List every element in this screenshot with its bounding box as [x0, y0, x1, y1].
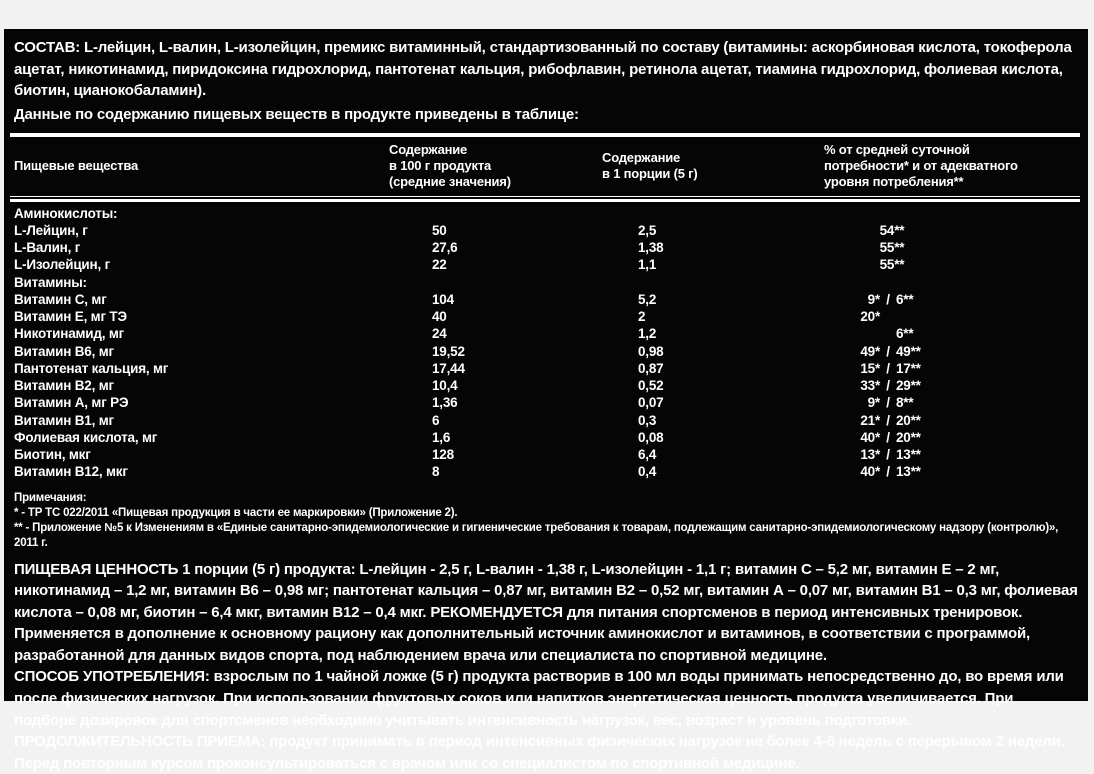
- table-row: [14, 205, 1080, 222]
- percent-slash: /: [880, 360, 896, 377]
- row-label: Витамин В12, мкг: [14, 463, 389, 480]
- value-per-100g: 1,6: [389, 429, 602, 446]
- paragraph-nutrition-value: ПИЩЕВАЯ ЦЕННОСТЬ 1 порции (5 г) продукта: L-лейцин - 2,5 г, L-валин - 1,38 г, L-изолейцин - 1,1 г; витамин С – 5,2 мг, витамин Е – 2 мг, никотинамид – 1,2 мг, витамин В6 – 0,98 мг; пантотенат кальция – 0,87 мг, витамин В2 – 0,52 мг, витамин А – 0,07 мг, витамин В1 – 0,3 мг, фолиевая кислота – 0,08 мг, биотин – 6,4 мкг, витамин В12 – 0,4 мкг. РЕКОМЕНДУЕТСЯ для питания спортсменов в период интенсивных тренировок. Применяется в дополнение к основному рациону как дополнительный источник аминокислот и витаминов, в соответствии с программой, разработанной для данных видов спорта, под наблюдением врача или специалиста по спортивной медицине.: [14, 559, 1078, 667]
- percent-adequate-level: [896, 308, 960, 325]
- value-daily-percent: [824, 446, 1080, 463]
- row-label: Витамин В1, мг: [14, 412, 389, 429]
- nutrients-table-body: [10, 205, 1080, 481]
- percent-adequate-level: 20**: [896, 429, 960, 446]
- percent-slash: /: [880, 343, 896, 360]
- row-label: Витамин В2, мг: [14, 377, 389, 394]
- value-per-100g: 19,52: [389, 343, 602, 360]
- value-daily-percent: [824, 377, 1080, 394]
- percent-daily-need: 15*: [824, 360, 880, 377]
- row-label: Витамин С, мг: [14, 291, 389, 308]
- section-label: Аминокислоты:: [14, 205, 1080, 222]
- percent-centered: 55**: [824, 239, 960, 256]
- notes-block: [14, 491, 1078, 551]
- percent-slash: /: [880, 463, 896, 480]
- value-daily-percent: [824, 429, 1080, 446]
- value-per-100g: 40: [389, 308, 602, 325]
- value-per-100g: 10,4: [389, 377, 602, 394]
- value-per-serving: 0,07: [602, 394, 824, 411]
- value-per-serving: 1,2: [602, 325, 824, 342]
- value-per-100g: 22: [389, 256, 602, 273]
- percent-daily-need: 13*: [824, 446, 880, 463]
- note-item: * - ТР ТС 022/2011 «Пищевая продукция в части ее маркировки» (Приложение 2).: [14, 506, 1078, 521]
- value-per-serving: 5,2: [602, 291, 824, 308]
- percent-adequate-level: 6**: [896, 291, 960, 308]
- percent-adequate-level: 29**: [896, 377, 960, 394]
- percent-daily-need: 40*: [824, 429, 880, 446]
- percent-slash: /: [880, 429, 896, 446]
- percent-adequate-level: 17**: [896, 360, 960, 377]
- section-label: Витамины:: [14, 274, 1080, 291]
- percent-slash: /: [880, 394, 896, 411]
- table-row: [14, 222, 1080, 239]
- value-per-serving: 1,1: [602, 256, 824, 273]
- header-per-100g: Содержание в 100 г продукта (средние значения): [389, 142, 602, 190]
- value-per-serving: 2: [602, 308, 824, 325]
- paragraph-usage: СПОСОБ УПОТРЕБЛЕНИЯ: взрослым по 1 чайной ложке (5 г) продукта растворив в 100 мл воды принимать непосредственно до, во время или после физических нагрузок. При использовании фруктовых соков или напитков энергетическая ценность продукта увеличивается. При подборе дозировок для спортсменов необходимо учитывать интенсивность нагрузок, вес, возраст и уровень подготовки.: [14, 666, 1078, 731]
- percent-adequate-level: 20**: [896, 412, 960, 429]
- value-per-serving: 0,08: [602, 429, 824, 446]
- header-per-serving: Содержание в 1 порции (5 г): [602, 150, 824, 182]
- row-label: Пантотенат кальция, мг: [14, 360, 389, 377]
- value-per-100g: 128: [389, 446, 602, 463]
- percent-daily-need: 21*: [824, 412, 880, 429]
- value-daily-percent: [824, 291, 1080, 308]
- percent-slash: /: [880, 446, 896, 463]
- value-per-100g: 8: [389, 463, 602, 480]
- value-daily-percent: [824, 239, 1080, 256]
- value-daily-percent: [824, 308, 1080, 325]
- row-label: Витамин Е, мг ТЭ: [14, 308, 389, 325]
- percent-daily-need: 9*: [824, 291, 880, 308]
- note-item: ** - Приложение №5 к Изменениям в «Единые санитарно-эпидемиологические и гигиенические требования к товарам, подлежащим санитарно-эпидемиологическому надзору (контролю)», 2011 г.: [14, 521, 1078, 551]
- table-row: [14, 343, 1080, 360]
- percent-daily-need: 33*: [824, 377, 880, 394]
- value-daily-percent: [824, 360, 1080, 377]
- row-label: Никотинамид, мг: [14, 325, 389, 342]
- table-row: [14, 256, 1080, 273]
- table-row: [14, 291, 1080, 308]
- table-row: [14, 274, 1080, 291]
- row-label: L-Валин, г: [14, 239, 389, 256]
- value-daily-percent: [824, 325, 1080, 342]
- row-label: L-Изолейцин, г: [14, 256, 389, 273]
- nutrients-table: [10, 133, 1080, 481]
- row-label: Фолиевая кислота, мг: [14, 429, 389, 446]
- table-row: [14, 412, 1080, 429]
- value-per-serving: 1,38: [602, 239, 824, 256]
- value-daily-percent: [824, 394, 1080, 411]
- row-label: Витамин В6, мг: [14, 343, 389, 360]
- table-row: [14, 394, 1080, 411]
- value-daily-percent: [824, 412, 1080, 429]
- header-divider: [10, 196, 1080, 202]
- percent-adequate-level: 8**: [896, 394, 960, 411]
- row-label: L-Лейцин, г: [14, 222, 389, 239]
- value-per-serving: 0,98: [602, 343, 824, 360]
- paragraph-duration: ПРОДОЛЖИТЕЛЬНОСТЬ ПРИЕМА: продукт принимать в период интенсивных физических нагрузок не более 4-6 недель с перерывом 2 недели. Перед повторным курсом проконсультироваться с врачом или со специалистом по спортивной медицине.: [14, 731, 1078, 774]
- percent-daily-need: 20*: [824, 308, 880, 325]
- percent-adequate-level: 6**: [896, 325, 960, 342]
- composition-text: СОСТАВ: L-лейцин, L-валин, L-изолейцин, премикс витаминный, стандартизованный по составу (витамины: аскорбиновая кислота, токоферола ацетат, никотинамид, пиридоксина гидрохлорид, пантотенат кальция, рибофлавин, ретинола ацетат, тиамина гидрохлорид, фолиевая кислота, биотин, цианокобаламин).: [14, 37, 1078, 102]
- nutrition-label-panel: [4, 29, 1088, 701]
- percent-daily-need: [824, 325, 880, 342]
- table-row: [14, 463, 1080, 480]
- table-row: [14, 377, 1080, 394]
- value-daily-percent: [824, 463, 1080, 480]
- value-daily-percent: [824, 256, 1080, 273]
- table-header-row: [10, 133, 1080, 196]
- table-row: [14, 325, 1080, 342]
- row-label: Биотин, мкг: [14, 446, 389, 463]
- percent-slash: /: [880, 291, 896, 308]
- value-per-100g: 17,44: [389, 360, 602, 377]
- percent-slash: [880, 308, 896, 325]
- header-daily-percent: % от средней суточной потребности* и от адекватного уровня потребления**: [824, 142, 1080, 190]
- percent-slash: /: [880, 377, 896, 394]
- value-daily-percent: [824, 222, 1080, 239]
- percent-slash: [880, 325, 896, 342]
- row-label: Витамин А, мг РЭ: [14, 394, 389, 411]
- value-per-serving: 0,4: [602, 463, 824, 480]
- table-row: [14, 360, 1080, 377]
- value-per-serving: 6,4: [602, 446, 824, 463]
- value-per-serving: 2,5: [602, 222, 824, 239]
- value-per-100g: 24: [389, 325, 602, 342]
- value-per-100g: 50: [389, 222, 602, 239]
- percent-daily-need: 40*: [824, 463, 880, 480]
- table-row: [14, 308, 1080, 325]
- percent-daily-need: 9*: [824, 394, 880, 411]
- header-nutrients: Пищевые вещества: [14, 158, 389, 174]
- value-per-100g: 6: [389, 412, 602, 429]
- notes-title: Примечания:: [14, 491, 1078, 506]
- value-daily-percent: [824, 343, 1080, 360]
- table-intro-text: Данные по содержанию пищевых веществ в продукте приведены в таблице:: [14, 104, 1078, 125]
- table-row: [14, 429, 1080, 446]
- percent-adequate-level: 49**: [896, 343, 960, 360]
- value-per-serving: 0,3: [602, 412, 824, 429]
- percent-adequate-level: 13**: [896, 446, 960, 463]
- value-per-100g: 104: [389, 291, 602, 308]
- percent-centered: 55**: [824, 256, 960, 273]
- percent-centered: 54**: [824, 222, 960, 239]
- table-row: [14, 239, 1080, 256]
- table-row: [14, 446, 1080, 463]
- percent-daily-need: 49*: [824, 343, 880, 360]
- bottom-paragraphs: [14, 559, 1078, 774]
- percent-slash: /: [880, 412, 896, 429]
- percent-adequate-level: 13**: [896, 463, 960, 480]
- value-per-100g: 1,36: [389, 394, 602, 411]
- value-per-serving: 0,87: [602, 360, 824, 377]
- value-per-serving: 0,52: [602, 377, 824, 394]
- value-per-100g: 27,6: [389, 239, 602, 256]
